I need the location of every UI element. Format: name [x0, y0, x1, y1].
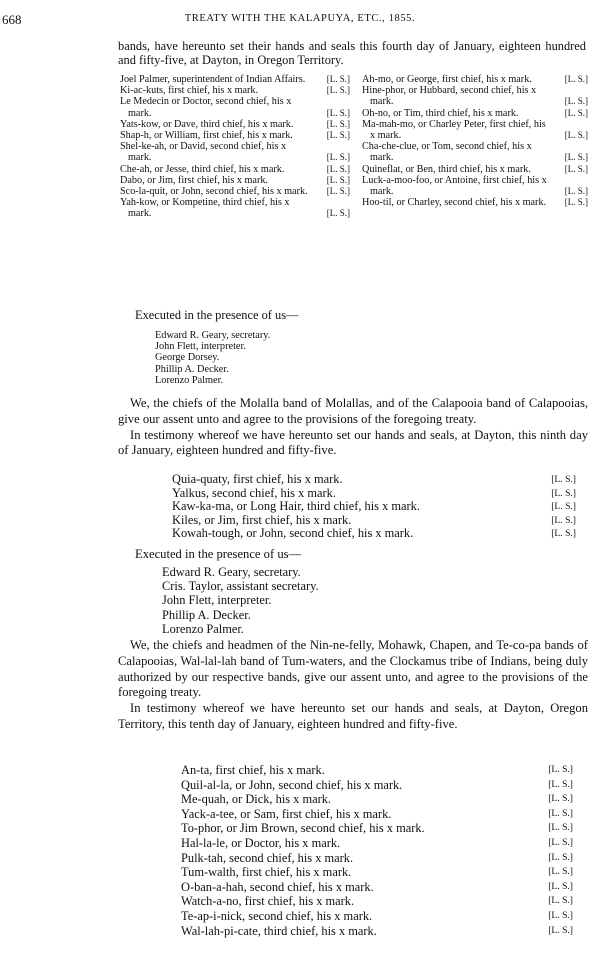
signature-entry: Yah-kow, or Kompetine, third chief, his x mark. [L. S.] [120, 197, 350, 220]
seal-mark: [L. S.] [326, 130, 350, 141]
seal-mark: [L. S.] [326, 74, 350, 84]
signer-row: To-phor, or Jim Brown, second chief, his x mark. [L. S.] [181, 821, 573, 836]
page-header [0, 12, 600, 28]
seal-mark: [L. S.] [326, 186, 350, 197]
executed-label: Executed in the presence of us— [135, 547, 302, 561]
seal-mark: [L. S.] [564, 152, 588, 163]
signature-entry: Shap-h, or William, first chief, his x mark. [L. S.] [120, 130, 350, 142]
signer-row: O-ban-a-hah, second chief, his x mark. [L. S.] [181, 879, 573, 894]
seal-mark: [L. S.] [548, 764, 573, 775]
seal-mark: [L. S.] [564, 163, 588, 174]
signature-entry: Quineflat, or Ben, third chief, his x mark. [L. S.] [362, 163, 588, 175]
signature-entry: Le Medecin or Doctor, second chief, his x mark. [L. S.] [120, 96, 350, 119]
witness-name: Lorenzo Palmer. [155, 374, 224, 386]
seal-mark: [L. S.] [548, 807, 573, 819]
testimony-paragraph: In testimony whereof we have hereunto set our hands and seals, at Dayton, Oregon Territory, this tenth day of January, eighteen hundred and fifty-five. [118, 701, 588, 731]
signature-entry: Sco-la-quit, or John, second chief, his x mark. [L. S.] [120, 186, 350, 198]
witness-name: Cris. Taylor, assistant secretary. [162, 579, 319, 594]
seal-mark: [L. S.] [551, 528, 576, 540]
signer-row: Yack-a-tee, or Sam, first chief, his x mark. [L. S.] [181, 806, 573, 821]
signer-row: Me-quah, or Dick, his x mark. [L. S.] [181, 792, 573, 807]
seal-mark: [L. S.] [548, 924, 573, 936]
signer-row: Wal-lah-pi-cate, third chief, his x mark. [L. S.] [181, 923, 573, 938]
signer-list [172, 473, 576, 541]
signer-row: Kaw-ka-ma, or Long Hair, third chief, his x mark. [L. S.] [172, 499, 576, 514]
seal-mark: [L. S.] [548, 822, 573, 834]
ninnefelly-assent-block [118, 638, 588, 733]
seal-mark: [L. S.] [326, 163, 350, 174]
seal-mark: [L. S.] [548, 793, 573, 805]
signer-row: Quia-quaty, first chief, his x mark. [L. S.] [172, 472, 576, 486]
signature-entry: Hoo-til, or Charley, second chief, his x mark. [L. S.] [362, 197, 588, 209]
signature-entry: Luck-a-moo-foo, or Antoine, first chief, his x mark. [L. S.] [362, 174, 588, 198]
right-signature-column [362, 74, 588, 208]
testimony-paragraph: In testimony whereof we have hereunto set our hands and seals, at Dayton, this ninth day of January, eighteen hundred and fifty-five. [118, 427, 588, 458]
signer-row: Kowah-tough, or John, second chief, his x mark. [L. S.] [172, 526, 576, 541]
witness-name: Edward R. Geary, secretary. [155, 330, 271, 341]
witness-list [155, 330, 270, 386]
signature-entry: Shel-ke-ah, or David, second chief, his x mark. [L. S.] [120, 141, 350, 164]
intro-paragraph: bands, have hereunto set their hands and seals this fourth day of January, eighteen hundred and fifty-five, at Dayton, in Oregon Territory. [118, 39, 586, 67]
seal-mark: [L. S.] [564, 96, 588, 107]
seal-mark: [L. S.] [326, 118, 350, 129]
seal-mark: [L. S.] [548, 866, 573, 878]
executed-label: Executed in the presence of us— [135, 308, 299, 322]
seal-mark: [L. S.] [564, 107, 588, 118]
signer-row: Watch-a-no, first chief, his x mark. [L. S.] [181, 894, 573, 909]
seal-mark: [L. S.] [564, 74, 588, 84]
signer-row: Tum-walth, first chief, his x mark. [L. S.] [181, 865, 573, 880]
signature-entry: Yats-kow, or Dave, third chief, his x mark. [L. S.] [120, 118, 350, 130]
left-signature-column [120, 74, 350, 220]
signature-entry: Dabo, or Jim, first chief, his x mark. [L. S.] [120, 174, 350, 186]
signer-row: Kiles, or Jim, first chief, his x mark. [L. S.] [172, 512, 576, 527]
assent-paragraph: We, the chiefs and headmen of the Nin-ne-felly, Mohawk, Chapen, and Te-co-pa bands of Calapooias, Wal-lal-lah band of Tum-waters, and the Clockamus tribe of Indians, being duly authorized by our respective bands, give our assent unto, and agree to the provisions of the foregoing treaty. [118, 638, 588, 700]
signer-row: Hal-la-le, or Doctor, his x mark. [L. S.] [181, 835, 573, 850]
signer-row: An-ta, first chief, his x mark. [L. S.] [181, 763, 573, 777]
signature-entry: Ki-ac-kuts, first chief, his x mark. [L. S.] [120, 85, 350, 97]
signature-entry: Hine-phor, or Hubbard, second chief, his x mark. [L. S.] [362, 85, 588, 108]
seal-mark: [L. S.] [548, 778, 573, 790]
seal-mark: [L. S.] [548, 851, 573, 863]
signer-row: Yalkus, second chief, his x mark. [L. S.] [172, 485, 576, 500]
witness-name: John Flett, interpreter. [162, 593, 272, 608]
seal-mark: [L. S.] [548, 836, 573, 848]
seal-mark: [L. S.] [326, 174, 350, 185]
seal-mark: [L. S.] [326, 85, 350, 96]
witness-name: Phillip A. Decker. [155, 363, 229, 375]
seal-mark: [L. S.] [564, 130, 588, 141]
witness-name: George Dorsey. [155, 352, 220, 364]
signer-row: Te-ap-i-nick, second chief, his x mark. [L. S.] [181, 908, 573, 923]
molalla-assent-block [118, 396, 588, 459]
signer-row: Pulk-tah, second chief, his x mark. [L. S.] [181, 850, 573, 865]
seal-mark: [L. S.] [551, 474, 576, 485]
seal-mark: [L. S.] [548, 895, 573, 907]
witness-list [162, 565, 319, 636]
signature-entry: Ah-mo, or George, first chief, his x mark. [L. S.] [362, 74, 588, 85]
witness-name: Lorenzo Palmer. [162, 621, 244, 636]
seal-mark: [L. S.] [551, 501, 576, 513]
signature-entry: Che-ah, or Jesse, third chief, his x mark. [L. S.] [120, 163, 350, 175]
seal-mark: [L. S.] [564, 186, 588, 197]
seal-mark: [L. S.] [551, 487, 576, 499]
signer-row: Quil-al-la, or John, second chief, his x mark. [L. S.] [181, 777, 573, 792]
seal-mark: [L. S.] [326, 107, 350, 118]
witness-name: Phillip A. Decker. [162, 607, 251, 622]
seal-mark: [L. S.] [564, 197, 588, 208]
seal-mark: [L. S.] [548, 909, 573, 921]
page-number: 668 [2, 12, 22, 27]
signature-entry: Joel Palmer, superintendent of Indian Affairs. [L. S.] [120, 74, 350, 85]
running-title: TREATY WITH THE KALAPUYA, ETC., 1855. [184, 13, 416, 24]
seal-mark: [L. S.] [326, 208, 350, 219]
signature-entry: Oh-no, or Tim, third chief, his x mark. [L. S.] [362, 107, 588, 119]
witness-name: John Flett, interpreter. [155, 341, 246, 353]
seal-mark: [L. S.] [548, 880, 573, 892]
signature-entry: Cha-che-clue, or Tom, second chief, his x mark. [L. S.] [362, 141, 588, 164]
seal-mark: [L. S.] [326, 152, 350, 163]
witness-name: Edward R. Geary, secretary. [162, 565, 301, 579]
signer-list [181, 763, 573, 938]
seal-mark: [L. S.] [551, 514, 576, 526]
signature-entry: Ma-mah-mo, or Charley Peter, first chief, his x mark. [L. S.] [362, 118, 588, 142]
assent-paragraph: We, the chiefs of the Molalla band of Molallas, and of the Calapooia band of Calapooias, give our assent unto and agree to the provisions of the foregoing treaty. [118, 396, 588, 426]
